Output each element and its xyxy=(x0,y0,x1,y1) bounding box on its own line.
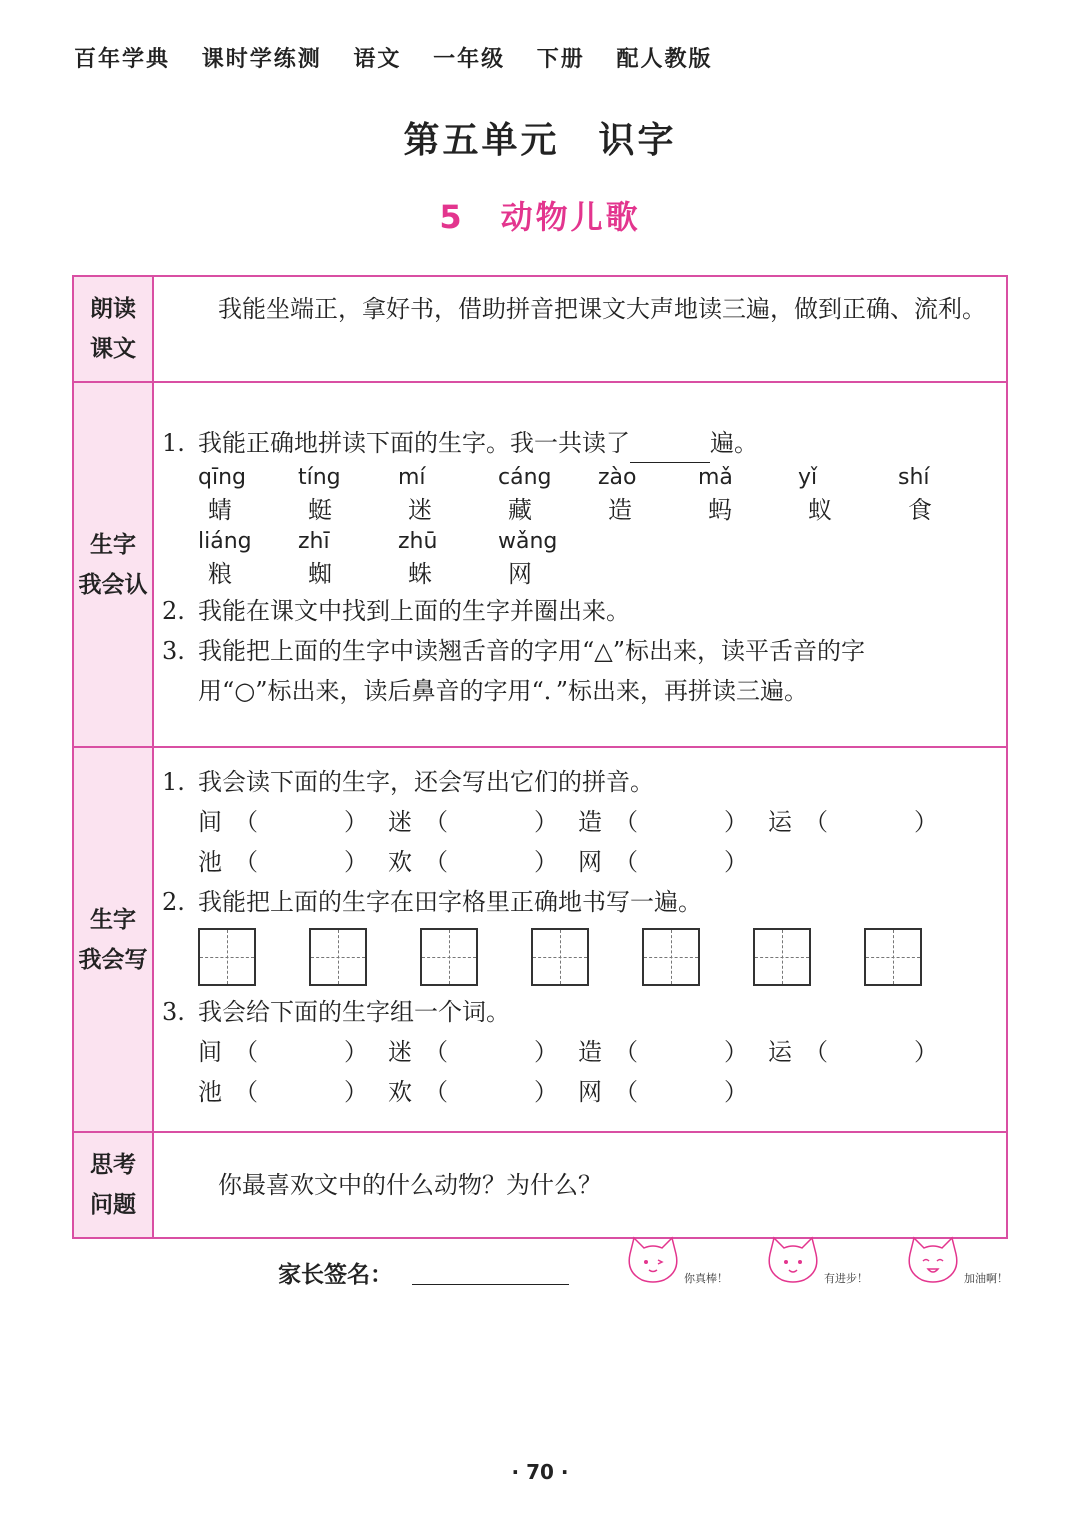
target-char: 池 xyxy=(198,1078,222,1106)
label-line: 朗读 xyxy=(90,296,136,322)
left-paren: （ xyxy=(424,848,448,876)
pinyin: zhī xyxy=(298,529,330,554)
hanzi: 蛛 xyxy=(408,560,432,588)
left-paren: （ xyxy=(614,1078,638,1106)
answer-blank-item[interactable] xyxy=(198,1032,388,1072)
page-number: · 70 · xyxy=(511,1460,569,1484)
target-char: 运 xyxy=(768,808,792,836)
left-paren: （ xyxy=(804,808,828,836)
answer-blank-item[interactable] xyxy=(578,1072,768,1112)
question-number: 1. xyxy=(162,429,185,457)
word-row xyxy=(198,1072,998,1112)
answer-blank-item[interactable] xyxy=(578,802,768,842)
parent-signature-label: 家长签名： xyxy=(278,1262,393,1288)
sticker-caption: 你真棒！ xyxy=(684,1272,728,1285)
write-question-3 xyxy=(162,992,998,1032)
header-item: 百年学典 xyxy=(74,47,171,72)
pinyin: zào xyxy=(598,465,637,490)
section-think xyxy=(153,1132,1007,1238)
tianzige-box[interactable] xyxy=(531,928,589,986)
pinyin: mí xyxy=(398,465,426,490)
question-2 xyxy=(162,591,998,631)
section-label-think xyxy=(73,1132,153,1238)
section-label-write xyxy=(73,747,153,1132)
pinyin: shí xyxy=(898,465,930,490)
section-read xyxy=(153,276,1007,382)
section-label-read xyxy=(73,276,153,382)
label-line: 我会写 xyxy=(78,946,148,973)
cat-sticker-great xyxy=(618,1232,728,1290)
word-row xyxy=(198,1032,998,1072)
target-char: 间 xyxy=(198,1038,222,1066)
answer-blank-item[interactable] xyxy=(768,1032,958,1072)
question-text: 我能把上面的生字在田字格里正确地书写一遍。 xyxy=(198,888,702,916)
label-line: 我会认 xyxy=(78,571,148,598)
right-paren: ） xyxy=(534,808,558,836)
pinyin-char-cell xyxy=(498,527,598,591)
right-paren: ） xyxy=(534,848,558,876)
left-paren: （ xyxy=(424,808,448,836)
tianzige-box[interactable] xyxy=(420,928,478,986)
target-char: 网 xyxy=(578,848,602,876)
lesson-title xyxy=(0,192,1080,238)
pinyin-char-cell xyxy=(398,463,498,527)
question-text: 我会读下面的生字，还会写出它们的拼音。 xyxy=(198,768,654,796)
right-paren: ） xyxy=(724,848,748,876)
header-item: 语文 xyxy=(353,47,402,72)
answer-blank-item[interactable] xyxy=(388,1032,578,1072)
target-char: 迷 xyxy=(388,808,412,836)
cat-sticker-progress xyxy=(758,1232,868,1290)
hanzi: 粮 xyxy=(208,560,232,588)
count-blank[interactable] xyxy=(630,434,710,463)
question-text: 遍。 xyxy=(710,429,758,457)
hanzi: 网 xyxy=(508,560,532,588)
answer-blank-item[interactable] xyxy=(388,1072,578,1112)
sticker-caption: 加油啊！ xyxy=(964,1272,1008,1285)
left-paren: （ xyxy=(424,1038,448,1066)
answer-blank-item[interactable] xyxy=(578,842,768,882)
label-line: 问题 xyxy=(90,1192,136,1218)
cat-icon xyxy=(758,1232,828,1290)
pinyin: mǎ xyxy=(698,465,733,490)
left-paren: （ xyxy=(234,1078,258,1106)
pinyin: qīng xyxy=(198,465,246,490)
question-3 xyxy=(162,631,998,671)
lesson-name: 动物儿歌 xyxy=(500,198,641,236)
right-paren: ） xyxy=(914,808,938,836)
right-paren: ） xyxy=(534,1038,558,1066)
pinyin-char-cell xyxy=(198,527,298,591)
answer-blank-item[interactable] xyxy=(578,1032,768,1072)
pinyin-char-cell xyxy=(498,463,598,527)
lesson-number: 5 xyxy=(439,198,465,236)
tianzige-box[interactable] xyxy=(198,928,256,986)
hanzi: 食 xyxy=(908,496,932,524)
tianzige-box[interactable] xyxy=(864,928,922,986)
right-paren: ） xyxy=(344,808,368,836)
label-line: 生字 xyxy=(90,531,136,558)
pinyin-char-cell xyxy=(698,463,798,527)
question-text: 我能在课文中找到上面的生字并圈出来。 xyxy=(198,597,630,625)
write-question-1 xyxy=(162,762,998,802)
pinyin: cáng xyxy=(498,465,552,490)
target-char: 运 xyxy=(768,1038,792,1066)
right-paren: ） xyxy=(344,1078,368,1106)
worksheet-table xyxy=(72,275,1008,1239)
pinyin-row xyxy=(198,842,998,882)
question-number: 2. xyxy=(162,888,185,916)
question-1 xyxy=(162,423,998,463)
target-char: 迷 xyxy=(388,1038,412,1066)
grid-guide-line xyxy=(782,930,783,984)
left-paren: （ xyxy=(424,1078,448,1106)
tianzige-box[interactable] xyxy=(753,928,811,986)
target-char: 欢 xyxy=(388,848,412,876)
unit-title: 第五单元 识字 xyxy=(403,120,677,161)
pinyin-char-cell xyxy=(798,463,898,527)
right-paren: ） xyxy=(344,848,368,876)
tianzige-row xyxy=(198,928,998,986)
hanzi: 蜓 xyxy=(308,496,332,524)
target-char: 造 xyxy=(578,808,602,836)
pinyin-grid xyxy=(198,463,998,591)
grid-guide-line xyxy=(671,930,672,984)
book-header xyxy=(74,42,734,73)
left-paren: （ xyxy=(234,808,258,836)
pinyin: liáng xyxy=(198,529,252,554)
answer-blank-item[interactable] xyxy=(768,802,958,842)
pinyin-char-cell xyxy=(298,463,398,527)
target-char: 造 xyxy=(578,1038,602,1066)
right-paren: ） xyxy=(534,1078,558,1106)
hanzi: 蜘 xyxy=(308,560,332,588)
question-text: 我会给下面的生字组一个词。 xyxy=(198,998,510,1026)
right-paren: ） xyxy=(724,808,748,836)
left-paren: （ xyxy=(234,848,258,876)
pinyin-char-cell xyxy=(898,463,998,527)
label-line: 生字 xyxy=(90,906,136,933)
left-paren: （ xyxy=(614,808,638,836)
target-char: 间 xyxy=(198,808,222,836)
question-number: 2. xyxy=(162,597,185,625)
label-line: 课文 xyxy=(90,336,136,362)
question-number: 3. xyxy=(162,998,185,1026)
right-paren: ） xyxy=(914,1038,938,1066)
right-paren: ） xyxy=(724,1038,748,1066)
answer-blank-item[interactable] xyxy=(388,802,578,842)
question-number: 3. xyxy=(162,637,185,665)
header-item: 一年级 xyxy=(433,47,506,72)
hanzi: 藏 xyxy=(508,496,532,524)
pinyin-char-cell xyxy=(398,527,498,591)
answer-blank-item[interactable] xyxy=(198,802,388,842)
tianzige-box[interactable] xyxy=(642,928,700,986)
cat-icon xyxy=(898,1232,968,1290)
left-paren: （ xyxy=(614,848,638,876)
right-paren: ） xyxy=(344,1038,368,1066)
left-paren: （ xyxy=(614,1038,638,1066)
pinyin: yǐ xyxy=(798,465,818,490)
pinyin: zhū xyxy=(398,529,438,554)
write-question-2 xyxy=(162,882,998,922)
pinyin: wǎng xyxy=(498,529,558,554)
hanzi: 造 xyxy=(608,496,632,524)
answer-blank-item[interactable] xyxy=(388,842,578,882)
answer-blank-item[interactable] xyxy=(198,842,388,882)
grid-guide-line xyxy=(893,930,894,984)
grid-guide-line xyxy=(449,930,450,984)
header-item: 课时学练测 xyxy=(201,47,322,72)
cat-icon xyxy=(618,1232,688,1290)
header-item: 配人教版 xyxy=(616,47,713,72)
target-char: 网 xyxy=(578,1078,602,1106)
hanzi: 蚁 xyxy=(808,496,832,524)
pinyin-row xyxy=(198,802,998,842)
tianzige-box[interactable] xyxy=(309,928,367,986)
grid-guide-line xyxy=(338,930,339,984)
pinyin: tíng xyxy=(298,465,341,490)
pinyin-char-cell xyxy=(198,463,298,527)
read-instruction: 我能坐端正，拿好书，借助拼音把课文大声地读三遍，做到正确、流利。 xyxy=(218,295,986,323)
hanzi: 蜻 xyxy=(208,496,232,524)
right-paren: ） xyxy=(724,1078,748,1106)
target-char: 欢 xyxy=(388,1078,412,1106)
parent-signature-field[interactable] xyxy=(412,1284,569,1285)
pinyin-char-cell xyxy=(598,463,698,527)
pinyin-char-cell xyxy=(298,527,398,591)
answer-blank-item[interactable] xyxy=(198,1072,388,1112)
question-number: 1. xyxy=(162,768,185,796)
grid-guide-line xyxy=(560,930,561,984)
section-label-recognize xyxy=(73,382,153,747)
target-char: 池 xyxy=(198,848,222,876)
header-item: 下册 xyxy=(536,47,585,72)
sticker-caption: 有进步！ xyxy=(824,1272,868,1285)
label-line: 思考 xyxy=(90,1152,136,1178)
section-recognize xyxy=(153,382,1007,747)
left-paren: （ xyxy=(234,1038,258,1066)
section-write xyxy=(153,747,1007,1132)
think-question: 你最喜欢文中的什么动物？为什么？ xyxy=(218,1171,602,1199)
question-text: 用“○”标出来，读后鼻音的字用“．”标出来，再拼读三遍。 xyxy=(198,677,809,705)
question-text: 我能把上面的生字中读翘舌音的字用“△”标出来，读平舌音的字 xyxy=(198,637,865,665)
hanzi: 蚂 xyxy=(708,496,732,524)
question-3-cont xyxy=(162,671,998,711)
hanzi: 迷 xyxy=(408,496,432,524)
grid-guide-line xyxy=(227,930,228,984)
cat-sticker-cheer xyxy=(898,1232,1008,1290)
question-text: 我能正确地拼读下面的生字。我一共读了 xyxy=(198,429,630,457)
left-paren: （ xyxy=(804,1038,828,1066)
